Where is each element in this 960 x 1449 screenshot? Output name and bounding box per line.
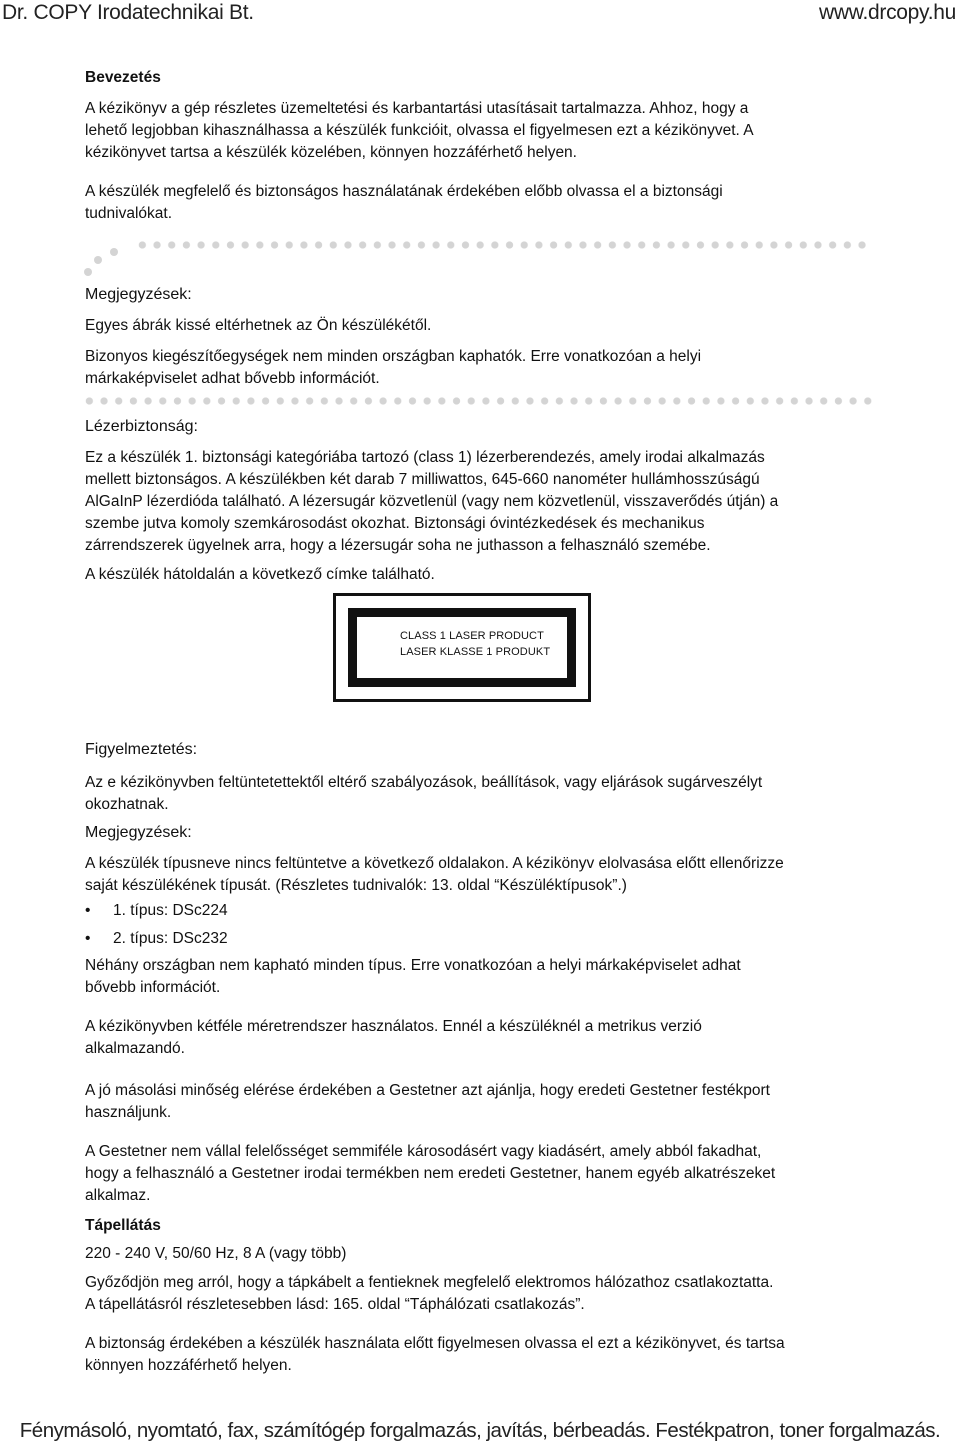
notes-line: Bizonyos kiegészítőegységek nem minden országban kaphatók. Erre vonatkozóan a helyi (85, 348, 702, 365)
website-link[interactable]: www.drcopy.hu (819, 1, 956, 24)
intro-section (85, 67, 885, 225)
power-line: A tápellátásról részletesebben lásd: 165. oldal “Táphálózati csatlakozás”. (85, 1296, 585, 1313)
toner-line: használjunk. (85, 1104, 172, 1121)
laser-safety-section (85, 416, 885, 586)
power-section (85, 1215, 885, 1377)
notes2-heading: Megjegyzések: (85, 824, 192, 841)
warning-line: okozhatnak. (85, 796, 169, 813)
notes-line: márkaképviselet adhat bővebb információt. (85, 370, 380, 387)
laser-label-line: LASER KLASSE 1 PRODUKT (400, 646, 551, 658)
separator-dot (84, 268, 92, 276)
laser-label-frame (348, 608, 576, 687)
liability-line: alkalmaz. (85, 1187, 151, 1204)
safety-line: A biztonság érdekében a készülék használata előtt figyelmesen olvassa el ezt a kézikönyvet, és tartsa (85, 1335, 785, 1352)
laser-line: Ez a készülék 1. biztonsági kategóriába tartozó (class 1) lézerberendezés, amely irodai alkalmazás (85, 449, 765, 466)
bullet-icon: • (85, 930, 91, 947)
dotted-separator (135, 240, 870, 250)
laser-line: szembe jutva komoly szemkárosodást okozhat. Biztonsági óvintézkedések és mechanikus (85, 515, 705, 532)
notes2-section (85, 822, 885, 897)
toner-line: A jó másolási minőség elérése érdekében a Gestetner azt ajánlja, hogy eredeti Gestetner festékport (85, 1082, 770, 1099)
intro-line: A kézikönyv a gép részletes üzemeltetési és karbantartási utasításait tartalmazza. Ahhoz, hogy a (85, 100, 749, 117)
type-item: 1. típus: DSc224 (113, 902, 228, 919)
power-line: Győződjön meg arról, hogy a tápkábelt a fentieknek megfelelő elektromos hálózathoz csatlakoztatta. (85, 1274, 774, 1291)
power-spec: 220 - 240 V, 50/60 Hz, 8 A (vagy több) (85, 1245, 347, 1262)
availability-paragraph (85, 955, 885, 999)
safety-line: könnyen hozzáférhető helyen. (85, 1357, 292, 1374)
metric-line: A kézikönyvben kétféle méretrendszer használatos. Ennél a készüléknél a metrikus verzió (85, 1018, 702, 1035)
liability-line: A Gestetner nem vállal felelősséget semmiféle károsodásért vagy kiadásért, amely abból fakadhat, (85, 1143, 762, 1160)
separator-dot (110, 248, 118, 256)
availability-line: bővebb információt. (85, 979, 221, 996)
warning-line: Az e kézikönyvben feltüntetettektől eltérő szabályozások, beállítások, vagy eljárások sugárveszélyt (85, 774, 763, 791)
liability-paragraph (85, 1141, 885, 1207)
type-item: 2. típus: DSc232 (113, 930, 228, 947)
intro-line: tudnivalókat. (85, 205, 173, 222)
dotted-separator (82, 396, 872, 406)
intro-line: lehető legjobban kihasználhassa a készülék funkcióit, olvassa el figyelmesen ezt a kézikönyvet. A (85, 122, 754, 139)
intro-line: A készülék megfelelő és biztonságos használatának érdekében előbb olvassa el a biztonsági (85, 183, 723, 200)
separator-dot (94, 256, 102, 264)
notes-line: Egyes ábrák kissé eltérhetnek az Ön készülékétől. (85, 317, 432, 334)
intro-heading: Bevezetés (85, 69, 161, 86)
power-heading: Tápellátás (85, 1217, 161, 1234)
page-footer: Fénymásoló, nyomtató, fax, számítógép forgalmazás, javítás, bérbeadás. Festékpatron, toner forgalmazás. (19, 1419, 941, 1442)
warning-heading: Figyelmeztetés: (85, 741, 198, 758)
laser-line: mellett biztonságos. A készülékben két darab 7 milliwattos, 645-660 nanométer hullámhosszúságú (85, 471, 760, 488)
metric-line: alkalmazandó. (85, 1040, 185, 1057)
notes-heading: Megjegyzések: (85, 286, 192, 303)
label-intro: A készülék hátoldalán a következő címke található. (85, 566, 435, 583)
notes2-line: saját készülékének típusát. (Részletes tudnivalók: 13. oldal “Készüléktípusok”.) (85, 877, 627, 894)
availability-line: Néhány országban nem kapható minden típus. Erre vonatkozóan a helyi márkaképviselet adhat (85, 957, 741, 974)
laser-line: zárrendszerek ügyelnek arra, hogy a lézersugár soha ne juthasson a felhasználó szemébe. (85, 537, 711, 554)
page-header (0, 0, 960, 28)
laser-safety-heading: Lézerbiztonság: (85, 418, 198, 435)
liability-line: hogy a felhasználó a Gestetner irodai termékben nem eredeti Gestetner, hanem egyéb alkatrészeket (85, 1165, 776, 1182)
laser-line: AlGaInP lézerdióda található. A lézersugár közvetlenül (vagy nem közvetlenül, visszaverődés útján) a (85, 493, 779, 510)
metric-paragraph (85, 1016, 885, 1060)
warning-section (85, 739, 885, 816)
notes-section (85, 284, 885, 390)
laser-label-text (400, 628, 550, 660)
company-name: Dr. COPY Irodatechnikai Bt. (2, 1, 254, 24)
toner-paragraph (85, 1080, 885, 1124)
laser-label-line: CLASS 1 LASER PRODUCT (400, 630, 544, 642)
bullet-icon: • (85, 902, 91, 919)
intro-line: kézikönyvet tartsa a készülék közelében, könnyen hozzáférhető helyen. (85, 144, 577, 161)
laser-product-label (333, 593, 591, 702)
notes2-line: A készülék típusneve nincs feltüntetve a következő oldalakon. A kézikönyv elolvasása előtt ellenőrizze (85, 855, 784, 872)
